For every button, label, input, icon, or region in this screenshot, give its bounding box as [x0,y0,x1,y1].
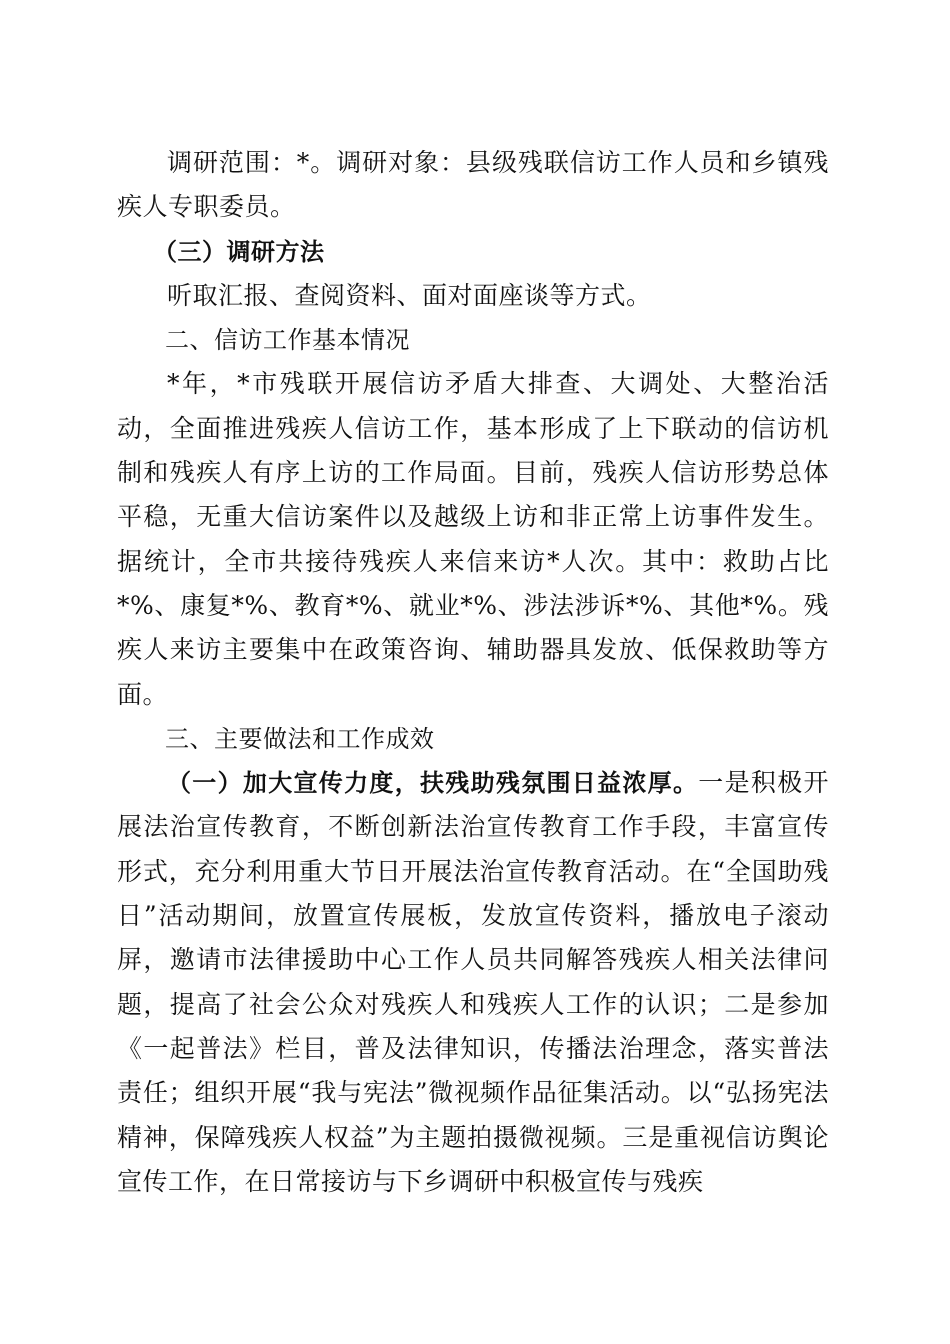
paragraph-body-publicity: 一是积极开展法治宣传教育，不断创新法治宣传教育工作手段，丰富宣传形式，充分利用重大节日开展法治宣传教育活动。在“全国助残日”活动期间，放置宣传展板，发放宣传资料，播放电子滚动屏，邀请市法律援助中心工作人员共同解答残疾人相关法律问题，提高了社会公众对残疾人和残疾人工作的认识；二是参加《一起普法》栏目，普及法律知识，传播法治理念，落实普法责任；组织开展“我与宪法”微视频作品征集活动。以“弘扬宪法精神，保障残疾人权益”为主题拍摄微视频。三是重视信访舆论宣传工作，在日常接访与下乡调研中积极宣传与残疾 [117,768,829,1196]
subheading-research-method: （三）调研方法 [153,237,325,266]
paragraph-publicity [117,761,829,1204]
heading-main-practices: 三、主要做法和工作成效 [165,724,435,753]
paragraph-research-method: 听取汇报、查阅资料、面对面座谈等方式。 [167,280,652,310]
paragraph-basic-situation: *年，*市残联开展信访矛盾大排查、大调处、大整治活动，全面推进残疾人信访工作，基本形成了上下联动的信访机制和残疾人有序上访的工作局面。目前，残疾人信访形势总体平稳，无重大信访案件以及越级上访和非正常上访事件发生。据统计，全市共接待残疾人来信来访*人次。其中：救助占比*%、康复*%、教育*%、就业*%、涉法涉诉*%、其他*%。残疾人来访主要集中在政策咨询、辅助器具发放、低保救助等方面。 [117,369,829,709]
heading-basic-situation: 二、信访工作基本情况 [165,326,410,355]
document-body [117,141,829,1204]
paragraph-research-scope: 调研范围：*。调研对象：县级残联信访工作人员和乡镇残疾人专职委员。 [117,148,829,222]
paragraph-lead-publicity: （一）加大宣传力度，扶残助残氛围日益浓厚。 [167,769,699,798]
